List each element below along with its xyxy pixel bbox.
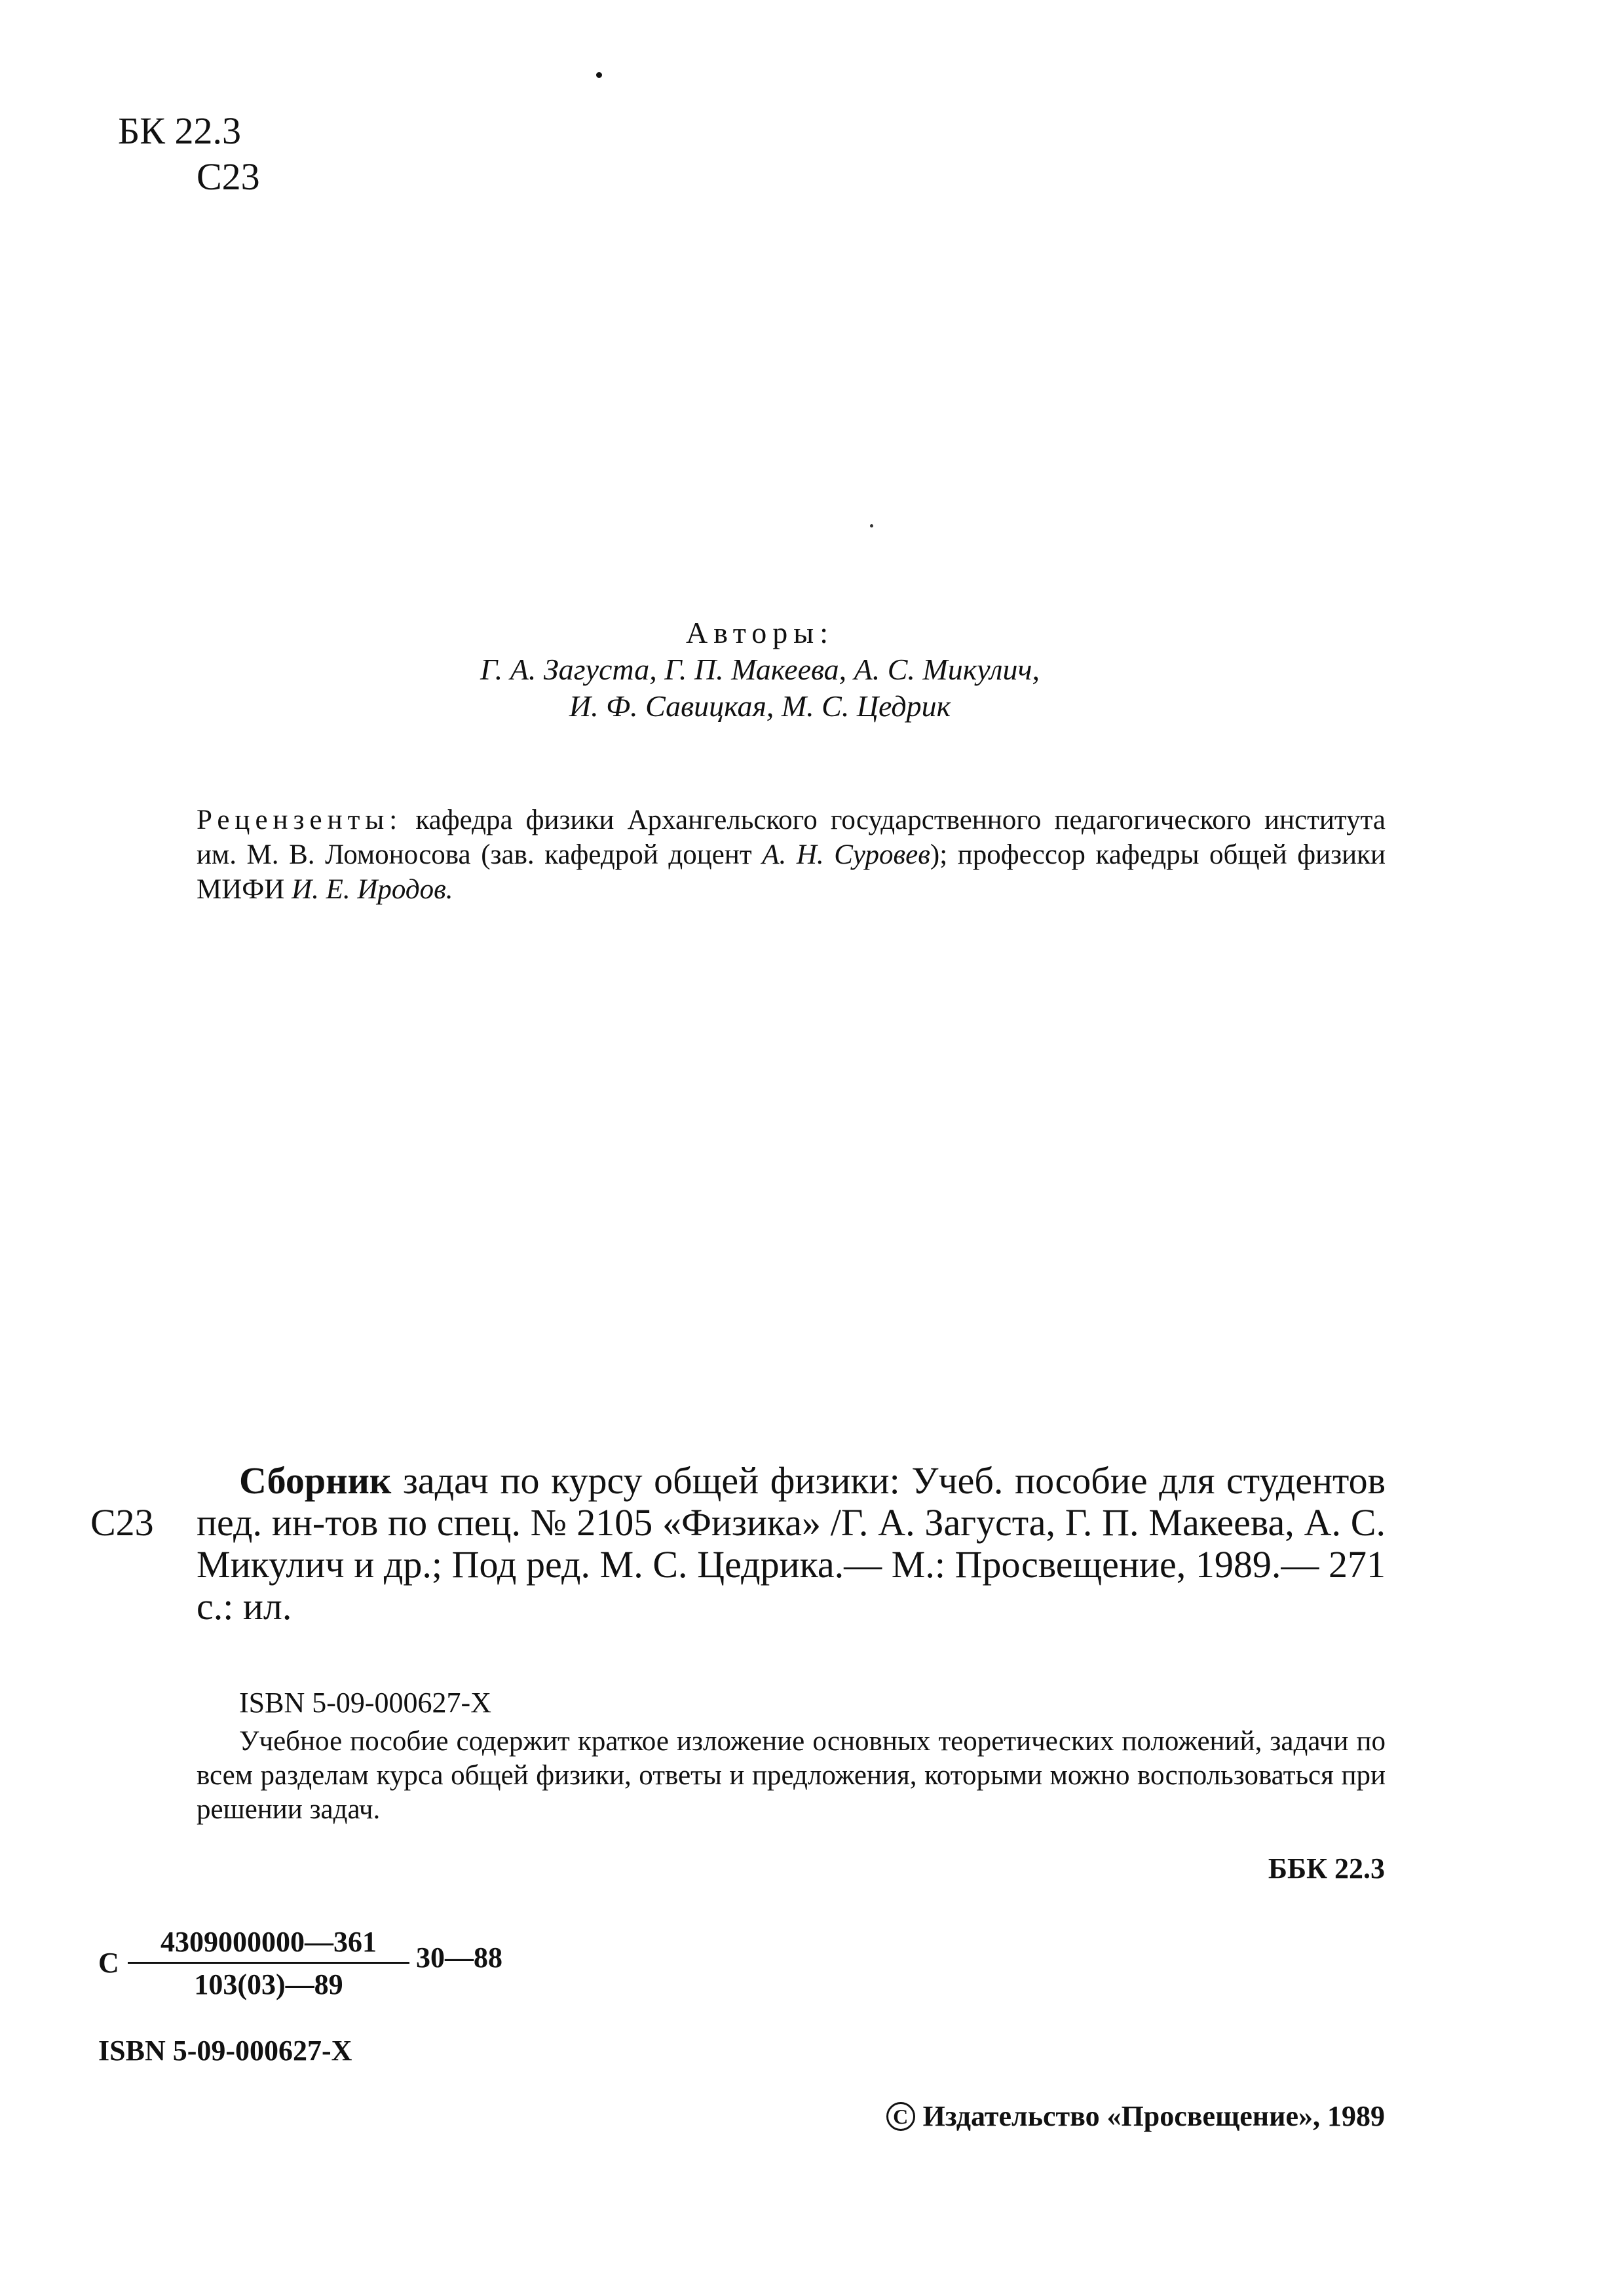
copyright-text: Издательство «Просвещение», 1989 <box>922 2100 1385 2132</box>
reviewer-name-2: И. Е. Иродов. <box>292 874 453 905</box>
copyright-line <box>886 2099 1385 2133</box>
entry-abstract: Учебное пособие содержит краткое изложение основных теоретических положений, задачи по всем разделам курса общей физики, ответы и предложения, которыми можно воспользоваться при решении задач. <box>197 1726 1386 1825</box>
isbn-bottom: ISBN 5-09-000627-X <box>98 2035 352 2067</box>
authors-block <box>367 615 1153 725</box>
print-speck <box>870 524 873 527</box>
reviewers-label: Рецензенты: <box>197 805 403 835</box>
authors-line-1: Г. А. Загуста, Г. П. Макеева, А. С. Микулич, <box>480 653 1040 686</box>
reviewers-block <box>197 803 1386 907</box>
catalog-numerator: 4309000000—361 <box>161 1926 377 1958</box>
catalog-prefix: С <box>98 1947 119 1979</box>
authors-heading: Авторы: <box>686 616 834 649</box>
reviewers-text-1: кафедра физики Архангельского государственного педагогического института им. М. В. Ломоносова (зав. кафедрой доцент <box>197 805 1386 870</box>
classification-code <box>118 108 260 200</box>
catalog-denominator: 103(03)—89 <box>194 1968 343 2000</box>
copyright-icon: C <box>886 2102 915 2131</box>
entry-isbn: ISBN 5-09-000627-X <box>239 1687 491 1719</box>
classification-index: С23 <box>197 155 260 198</box>
catalog-suffix: 30—88 <box>416 1942 502 1974</box>
print-speck <box>596 72 602 78</box>
entry-title-bold: Сборник <box>239 1459 392 1502</box>
entry-index: С23 <box>90 1501 154 1544</box>
entry-bbk: ББК 22.3 <box>1268 1852 1385 1885</box>
entry-description: задач по курсу общей физики: Учеб. пособие для студентов пед. ин-тов по спец. № 2105 «Физика» /Г. А. Загуста, Г. П. Макеева, А. С. Микулич и др.; Под ред. М. С. Цедрика.— М.: Просвещение, 1989.— 271 с.: ил. <box>197 1459 1386 1628</box>
bibliographic-entry <box>197 1460 1386 1628</box>
authors-line-2: И. Ф. Савицкая, М. С. Цедрик <box>569 689 951 723</box>
catalog-fraction <box>128 1925 409 2002</box>
reviewer-name-1: А. Н. Суровев <box>762 839 930 870</box>
reviewers-text-2: ); профессор кафедры общей физики МИФИ <box>197 839 1386 905</box>
classification-bbk: БК 22.3 <box>118 109 241 152</box>
